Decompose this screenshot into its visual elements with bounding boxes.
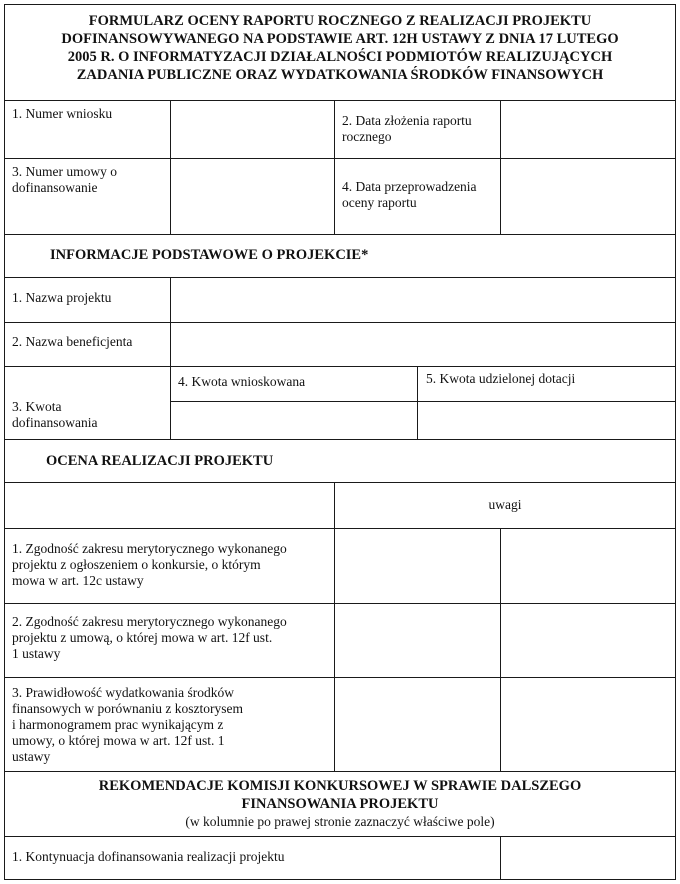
input-contract-number[interactable]	[171, 159, 334, 234]
label-project-name: 1. Nazwa projektu	[12, 290, 112, 305]
title-line-4: ZADANIA PUBLICZNE ORAZ WYDATKOWANIA ŚRODKÓW FINANSOWYCH	[76, 67, 604, 83]
label-requested-amount: 4. Kwota wnioskowana	[178, 374, 306, 389]
frame-left	[4, 4, 5, 880]
label-report-date: 2. Data złożenia raportu rocznego	[342, 113, 472, 144]
input-application-number[interactable]	[171, 101, 334, 158]
rule-header-end	[4, 234, 676, 235]
eval-item-1-label: 1. Zgodność zakresu merytorycznego wykonanego projektu z ogłoszeniem o konkursie, o którym mowa w art. 12c ustawy	[12, 541, 287, 588]
label-beneficiary: 2. Nazwa beneficjenta	[12, 334, 133, 349]
remarks-column-header: uwagi	[488, 497, 522, 512]
input-beneficiary[interactable]	[171, 323, 675, 366]
label-contract-number: 3. Numer umowy o dofinansowanie	[12, 164, 117, 195]
rule-eval-heading	[4, 482, 676, 483]
basic-info-heading: INFORMACJE PODSTAWOWE O PROJEKCIE*	[50, 247, 369, 263]
input-report-date[interactable]	[501, 101, 675, 158]
title-line-1: FORMULARZ OCENY RAPORTU ROCZNEGO Z REALIZACJI PROJEKTU	[88, 13, 592, 29]
recommendation-note: (w kolumnie po prawej stronie zaznaczyć właściwe pole)	[185, 814, 495, 829]
frame-bottom	[4, 879, 676, 880]
title-line-3: 2005 R. O INFORMATYZACJI DZIAŁALNOŚCI PODMIOTÓW REALIZUJĄCYCH	[67, 49, 613, 65]
input-granted-amount[interactable]	[418, 402, 675, 439]
eval-item-1-assessment[interactable]	[335, 529, 500, 603]
eval-item-2-remarks[interactable]	[501, 604, 675, 677]
recommendation-item-1-label: 1. Kontynuacja dofinansowania realizacji projektu	[12, 849, 285, 864]
input-requested-amount[interactable]	[171, 402, 417, 439]
eval-item-1-remarks[interactable]	[501, 529, 675, 603]
eval-item-2-assessment[interactable]	[335, 604, 500, 677]
label-evaluation-date: 4. Data przeprowadzenia oceny raportu	[342, 179, 477, 210]
label-funding-amount: 3. Kwota dofinansowania	[12, 399, 98, 430]
eval-item-3-assessment[interactable]	[335, 678, 500, 771]
form-title	[0, 12, 680, 84]
input-evaluation-date[interactable]	[501, 159, 675, 234]
frame-top	[4, 4, 676, 5]
rule-beneficiary	[4, 366, 676, 367]
eval-item-3-remarks[interactable]	[501, 678, 675, 771]
eval-item-3-label: 3. Prawidłowość wydatkowania środków finansowych w porównaniu z kosztorysem i harmonogramem prac wynikającym z umowy, o której mowa w art. 12f ust. 1 ustawy	[12, 685, 243, 764]
rule-amount-end	[4, 439, 676, 440]
rule-eval-item-3	[4, 771, 676, 772]
label-application-number: 1. Numer wniosku	[12, 106, 113, 121]
input-project-name[interactable]	[171, 278, 675, 322]
title-line-2: DOFINANSOWYWANEGO NA PODSTAWIE ART. 12H USTAWY Z DNIA 17 LUTEGO	[61, 31, 619, 47]
recommendation-item-1-checkbox[interactable]	[501, 837, 675, 879]
frame-right	[675, 4, 676, 880]
col-header-2	[334, 100, 335, 234]
evaluation-heading: OCENA REALIZACJI PROJEKTU	[46, 453, 274, 469]
label-granted-amount: 5. Kwota udzielonej dotacji	[426, 371, 576, 386]
recommendation-heading-line-2: FINANSOWANIA PROJEKTU	[241, 796, 439, 812]
eval-item-2-label: 2. Zgodność zakresu merytorycznego wykonanego projektu z umową, o której mowa w art. 12f ust. 1 ustawy	[12, 614, 287, 661]
recommendation-heading-line-1: REKOMENDACJE KOMISJI KONKURSOWEJ W SPRAWIE DALSZEGO	[98, 778, 582, 794]
